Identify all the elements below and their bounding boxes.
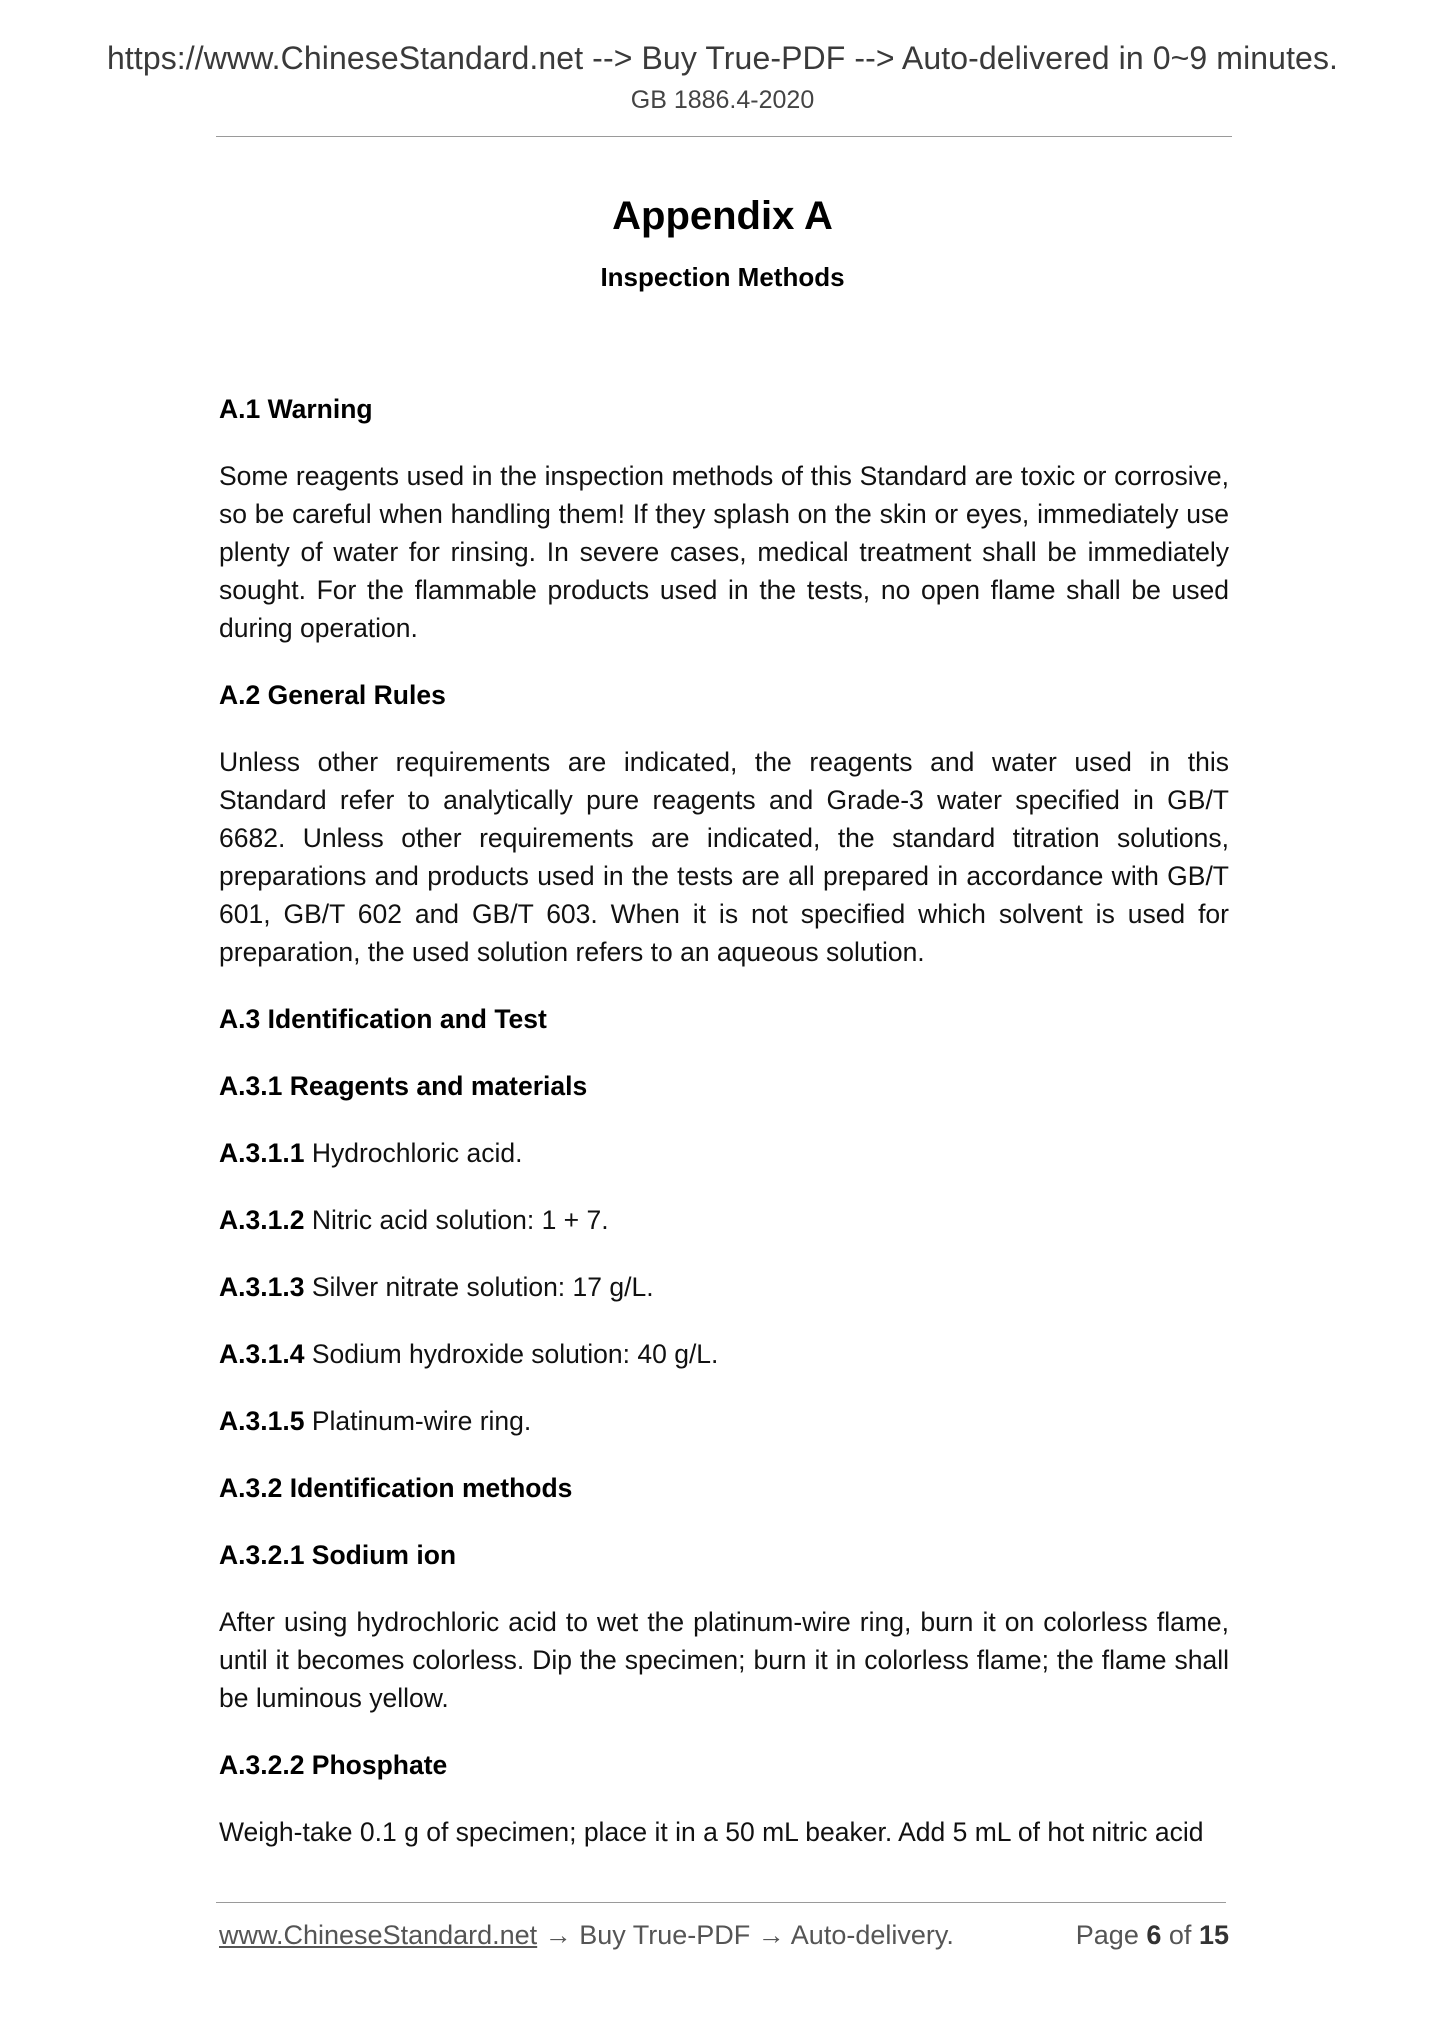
page-title: Appendix A	[612, 194, 833, 238]
section-heading-a32: A.3.2 Identification methods	[219, 1473, 573, 1503]
reagent-number: A.3.1.1	[219, 1138, 305, 1168]
page-footer	[219, 1920, 1229, 1960]
page-label: Page	[1075, 1920, 1139, 1950]
arrow-right-icon: →	[757, 1920, 785, 1950]
header-divider	[216, 136, 1232, 137]
section-heading-a2: A.2 General Rules	[219, 680, 446, 710]
footer-divider	[216, 1902, 1226, 1903]
site-link[interactable]: www.ChineseStandard.net	[219, 1920, 538, 1950]
reagent-text: Silver nitrate solution: 17 g/L.	[311, 1272, 654, 1302]
section-heading-a1: A.1 Warning	[219, 394, 373, 424]
paragraph-a322: Weigh-take 0.1 g of specimen; place it in a 50 mL beaker. Add 5 mL of hot nitric acid	[219, 1817, 1204, 1847]
reagent-text: Sodium hydroxide solution: 40 g/L.	[311, 1339, 719, 1369]
paragraph-a321: After using hydrochloric acid to wet the platinum-wire ring, burn it on colorless flame, until it becomes colorless. Dip the specimen; burn it in colorless flame; the flame shall be luminous yellow.	[219, 1607, 1229, 1713]
reagent-number: A.3.1.2	[219, 1205, 305, 1235]
reagent-text: Nitric acid solution: 1 + 7.	[311, 1205, 609, 1235]
page-indicator	[1076, 1920, 1229, 1951]
paragraph-a2: Unless other requirements are indicated, the reagents and water used in this Standard refer to analytically pure reagents and Grade-3 water specified in GB/T 6682. Unless other requirements are indicated, the standard titration solutions, preparations and products used in the tests are all prepared in accordance with GB/T 601, GB/T 602 and GB/T 603. When it is not specified which solvent is used for preparation, the used solution refers to an aqueous solution.	[219, 747, 1229, 967]
reagent-number: A.3.1.4	[219, 1339, 305, 1369]
paragraph-a1: Some reagents used in the inspection methods of this Standard are toxic or corrosive, so be careful when handling them! If they splash on the skin or eyes, immediately use plenty of water for rinsing. In severe cases, medical treatment shall be immediately sought. For the flammable products used in the tests, no open flame shall be used during operation.	[219, 461, 1229, 643]
reagent-item	[219, 1201, 1229, 1239]
total-pages: 15	[1198, 1920, 1229, 1950]
reagent-text: Hydrochloric acid.	[311, 1138, 523, 1168]
reagent-number: A.3.1.5	[219, 1406, 305, 1436]
footer-left	[219, 1920, 954, 1951]
footer-buy-text: Buy True-PDF	[579, 1920, 751, 1950]
reagent-number: A.3.1.3	[219, 1272, 305, 1302]
section-heading-a3: A.3 Identification and Test	[219, 1004, 547, 1034]
reagent-item	[219, 1402, 1229, 1440]
reagent-item	[219, 1335, 1229, 1373]
section-heading-a322: A.3.2.2 Phosphate	[219, 1750, 448, 1780]
page-number: 6	[1146, 1920, 1162, 1950]
arrow-right-icon: →	[544, 1920, 572, 1950]
footer-delivery-text: Auto-delivery.	[790, 1920, 954, 1950]
document-body	[219, 390, 1229, 1880]
page-subtitle: Inspection Methods	[600, 262, 845, 292]
section-heading-a321: A.3.2.1 Sodium ion	[219, 1540, 457, 1570]
reagent-item	[219, 1134, 1229, 1172]
reagent-item	[219, 1268, 1229, 1306]
of-label: of	[1168, 1920, 1192, 1950]
header-banner: https://www.ChineseStandard.net --> Buy True-PDF --> Auto-delivered in 0~9 minutes.	[106, 40, 1339, 76]
section-heading-a31: A.3.1 Reagents and materials	[219, 1071, 588, 1101]
standard-code: GB 1886.4-2020	[630, 86, 815, 114]
reagent-text: Platinum-wire ring.	[311, 1406, 532, 1436]
